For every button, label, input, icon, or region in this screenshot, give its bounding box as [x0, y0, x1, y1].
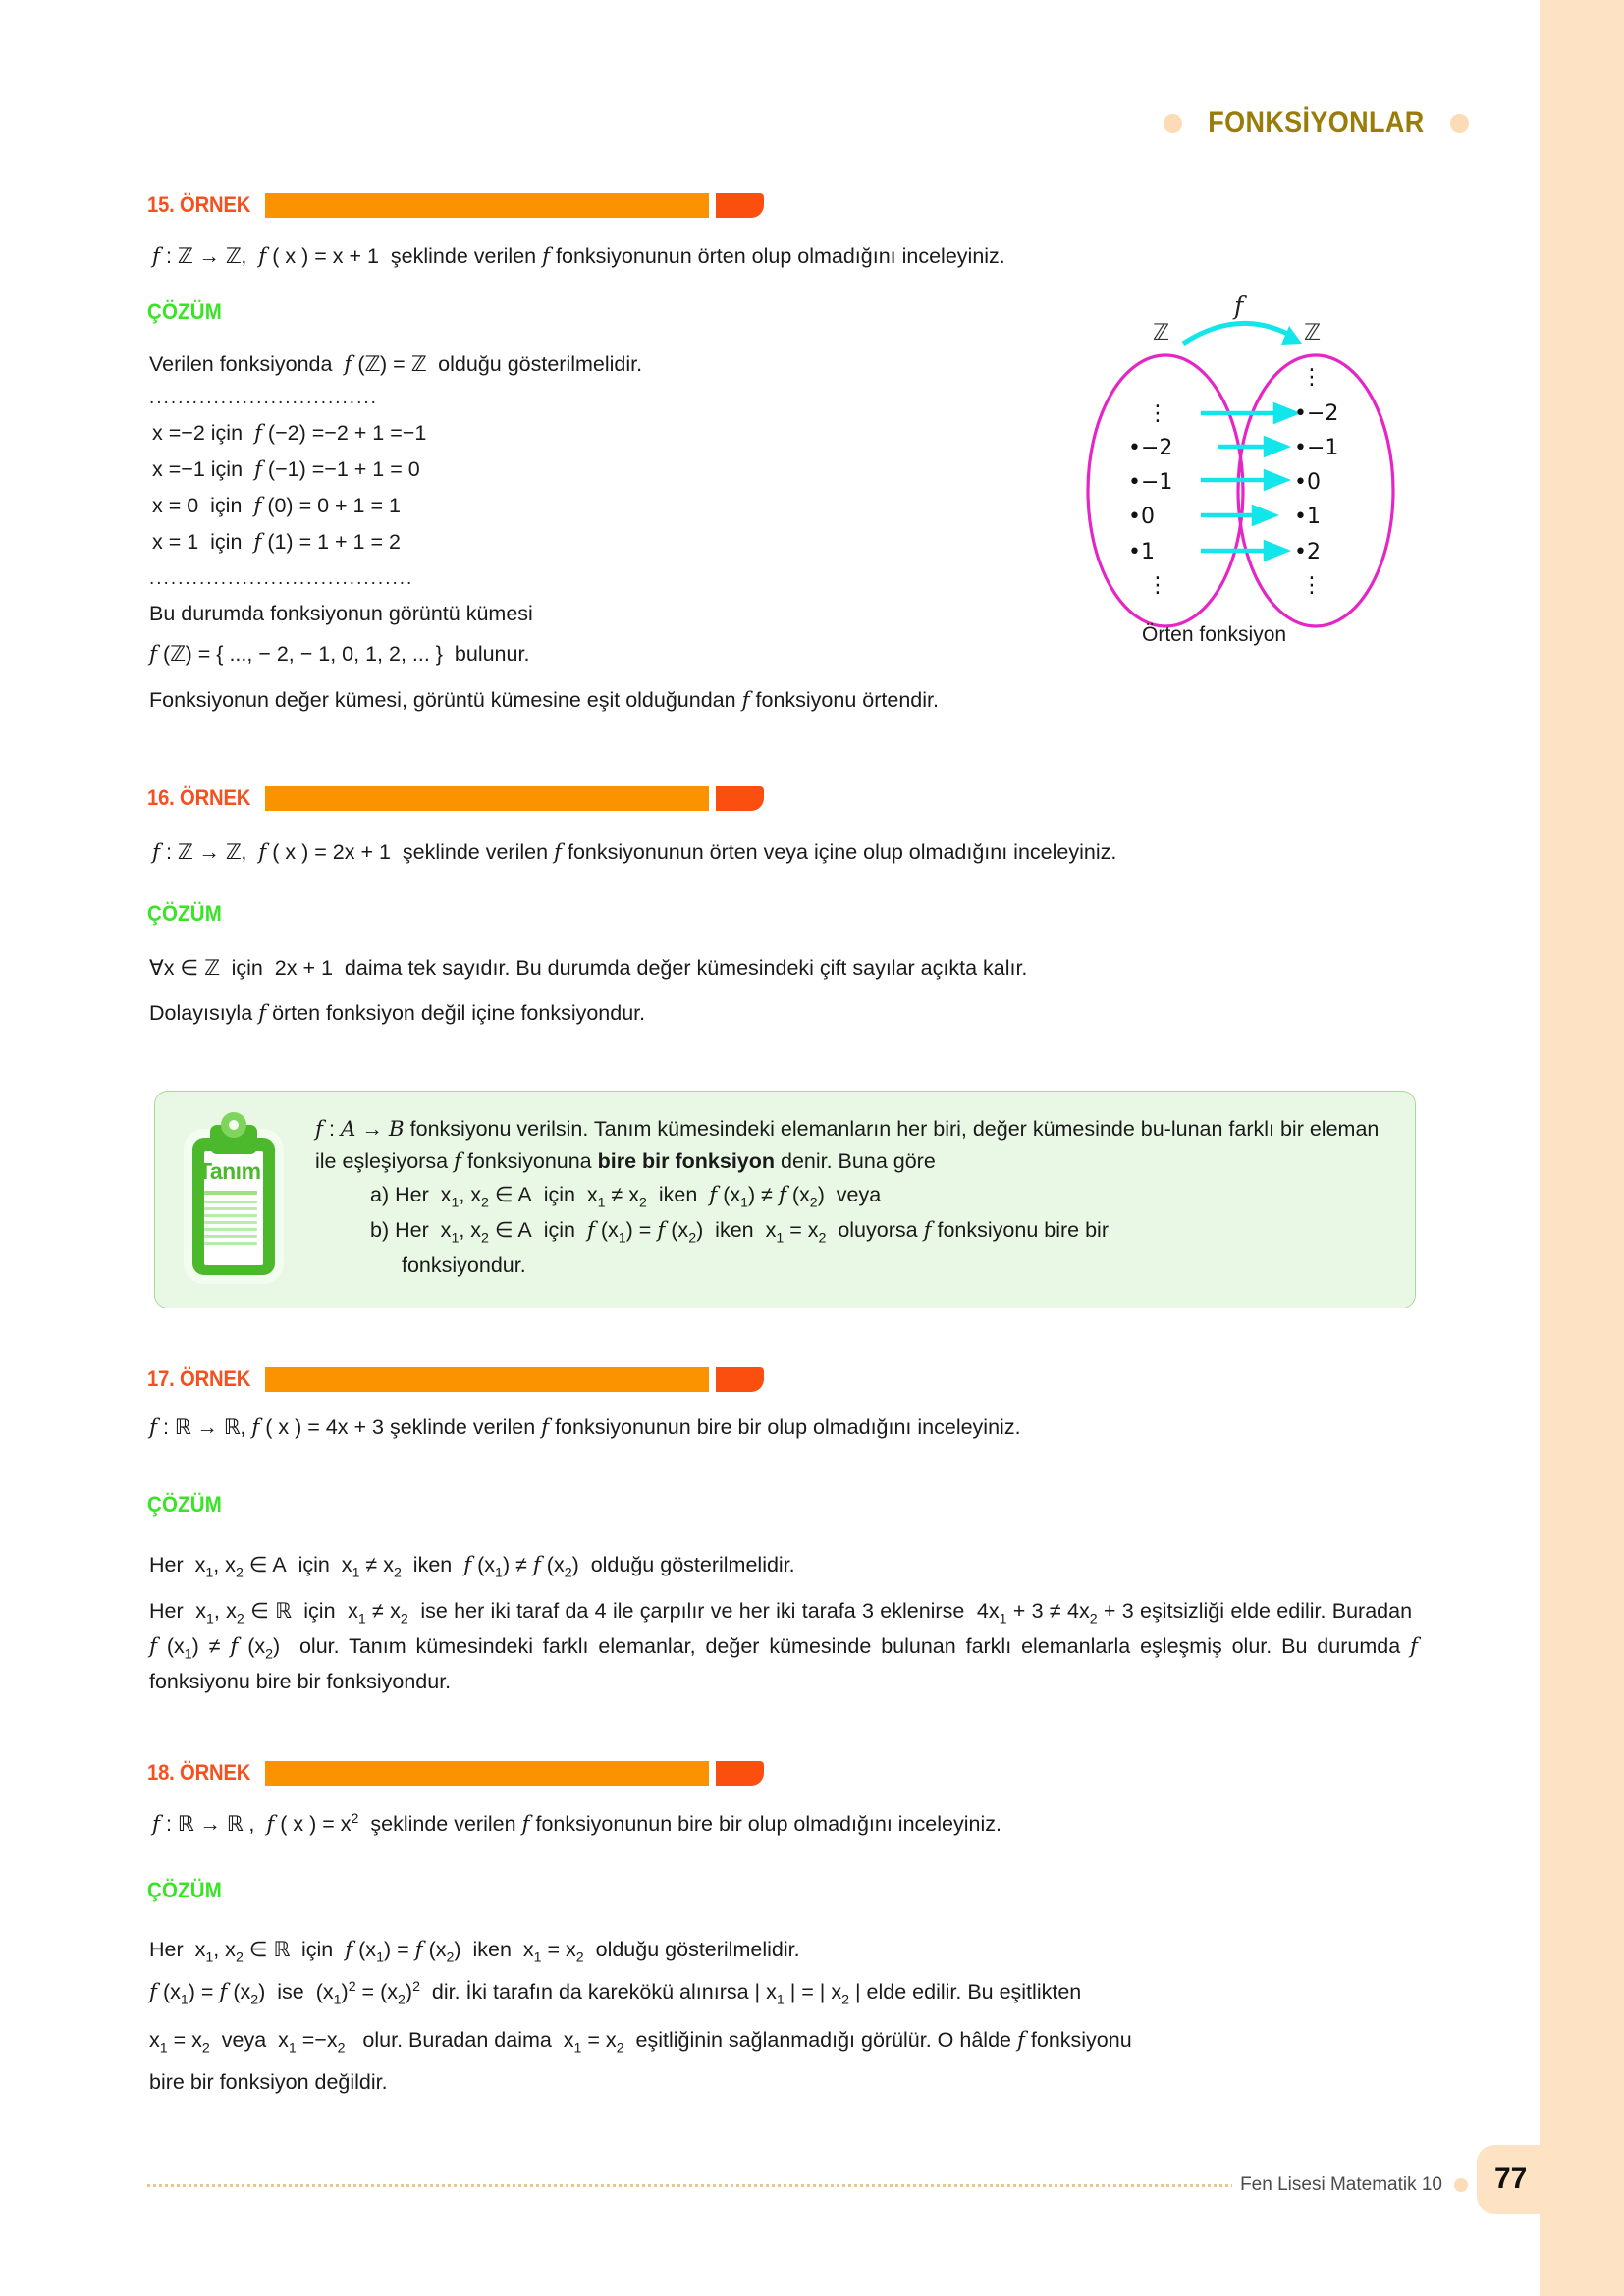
- svg-text:•−1: •−1: [1128, 470, 1173, 495]
- svg-text:ℤ: ℤ: [1304, 320, 1322, 346]
- svg-text:•2: •2: [1294, 540, 1321, 564]
- svg-text:•−2: •−2: [1294, 401, 1339, 426]
- example-banner-16: [147, 785, 764, 811]
- solution-label-16: ÇÖZÜM: [147, 901, 222, 926]
- svg-text:⋮: ⋮: [1147, 401, 1168, 426]
- solution15-line3: f (ℤ) = { ..., − 2, − 1, 0, 1, 2, ... } bulunur.: [149, 642, 530, 667]
- example-banner-15: [147, 192, 764, 218]
- solution15-dots-top: ................................: [149, 388, 378, 408]
- solution15-line4: Fonksiyonun değer kümesi, görüntü kümesine eşit olduğundan f fonksiyonu örtendir.: [149, 688, 939, 713]
- svg-text:•0: •0: [1294, 470, 1321, 495]
- definition-item-a: a) Her $x_1$, $x_2$ ∈ A için $x_1 \ne x_2$ iken f $(x_1) \ne f$ $(x_2)$ veya: [370, 1182, 882, 1210]
- solution15-step-3: x = 0 için f (0) = 0 + 1 = 1: [152, 494, 401, 518]
- example-number-18: 18. ÖRNEK: [147, 1760, 251, 1785]
- definition-text-block: [315, 1113, 1390, 1283]
- example-bar-15: [265, 193, 709, 218]
- solution15-step-2: x =−1 için f (−1) =−1 + 1 = 0: [152, 457, 420, 482]
- example-bar-16: [265, 786, 709, 811]
- solution15-line2: Bu durumda fonksiyonun görüntü kümesi: [149, 602, 533, 625]
- svg-text:⋮: ⋮: [1147, 573, 1168, 598]
- solution-label-15: ÇÖZÜM: [147, 299, 222, 324]
- svg-text:⋮: ⋮: [1301, 365, 1323, 390]
- example-number-15: 15. ÖRNEK: [147, 192, 251, 217]
- solution18-line1: Her $x_1$, $x_2$ ∈ ℝ için f $(x_1) = f$ $(x_2)$ iken $x_1 = x_2$ olduğu gösterilmelidir.: [149, 1938, 800, 1966]
- example-statement-16: f : ℤ → ℤ, f ( x ) = 2x + 1 şeklinde verilen f fonksiyonunun örten veya içine olup olmadığını inceleyiniz.: [152, 840, 1117, 865]
- solution18-line4: bire bir fonksiyon değildir.: [149, 2070, 388, 2094]
- solution16-line1: ∀x ∈ ℤ için 2x + 1 daima tek sayıdır. Bu durumda değer kümesindeki çift sayılar açıkta kalır.: [149, 956, 1028, 981]
- header-dot-left: [1164, 114, 1182, 133]
- page-footer: [147, 2174, 1468, 2196]
- svg-text:f: f: [1234, 292, 1244, 320]
- solution16-line2: Dolayısıyla f örten fonksiyon değil içine fonksiyondur.: [149, 1001, 646, 1026]
- solution17-paragraph: Her $x_1$, $x_2$ ∈ ℝ için $x_1 \ne x_2$ ise her iki taraf da 4 ile çarpılır ve her iki tarafa 3 eklenirse $4x_1 + 3 \ne 4x_2 + 3$ eşitsizliği elde edilir. Buradan f $(x_1) \ne f$ $(x_2)$ olur. Tanım kümesindeki farklı elemanlar, değer kümesinde bulunan farklı elemanlarla eşleşmiş olur. Bu durumda f fonksiyonu bire bir fonksiyondur.: [149, 1599, 1419, 1693]
- definition-box: [154, 1091, 1416, 1308]
- solution-label-17: ÇÖZÜM: [147, 1492, 222, 1517]
- example-number-16: 16. ÖRNEK: [147, 785, 251, 810]
- solution15-line1: Verilen fonksiyonda f (ℤ) = ℤ olduğu gösterilmelidir.: [149, 352, 643, 377]
- page-title: FONKSİYONLAR: [1208, 106, 1425, 138]
- example-bar-17: [265, 1367, 709, 1392]
- footer-dot: [1454, 2178, 1468, 2192]
- header-dot-right: [1450, 114, 1469, 133]
- example-bar-cap-18: [716, 1761, 764, 1786]
- page-header: [0, 106, 1469, 139]
- solution-label-18: ÇÖZÜM: [147, 1878, 222, 1902]
- footer-book-title: Fen Lisesi Matematik 10: [1240, 2174, 1442, 2195]
- clipboard-lines: [204, 1191, 257, 1249]
- tanim-clipboard-icon: [179, 1110, 289, 1289]
- svg-text:•−2: •−2: [1128, 436, 1173, 460]
- page-number: 77: [1477, 2145, 1575, 2214]
- clipboard-label: Tanım: [198, 1158, 261, 1184]
- example-bar-cap-16: [716, 786, 764, 811]
- svg-text:ℤ: ℤ: [1153, 320, 1170, 346]
- example-banner-17: [147, 1366, 764, 1392]
- definition-main-text: f : A → B fonksiyonu verilsin. Tanım kümesindeki elemanların her biri, değer kümesinde bu-lunan farklı bir eleman ile eşleşiyorsa f fonksiyonuna bire bir fonksiyon denir. Buna göre: [315, 1117, 1380, 1175]
- right-edge-strip: [1540, 0, 1624, 2296]
- clipboard-ring: [221, 1112, 246, 1138]
- definition-item-b-cont: fonksiyondur.: [402, 1254, 526, 1278]
- svg-text:•1: •1: [1294, 505, 1321, 529]
- solution15-step-4: x = 1 için f (1) = 1 + 1 = 2: [152, 530, 401, 555]
- example-bar-cap-17: [716, 1367, 764, 1392]
- example-bar-18: [265, 1761, 709, 1786]
- venn-caption: Örten fonksiyon: [1142, 623, 1287, 646]
- example-number-17: 17. ÖRNEK: [147, 1366, 251, 1391]
- example-statement-18: f : ℝ → ℝ , f ( x ) = $x^2$ şeklinde verilen f fonksiyonunun bire bir olup olmadığını inceleyiniz.: [152, 1810, 1001, 1837]
- example-banner-18: [147, 1760, 764, 1786]
- solution15-step-1: x =−2 için f (−2) =−2 + 1 =−1: [152, 421, 427, 446]
- definition-item-b: b) Her $x_1$, $x_2$ ∈ A için f $(x_1) = f$ $(x_2)$ iken $x_1 = x_2$ oluyorsa f fonksiyonu bire bir: [370, 1217, 1109, 1247]
- svg-text:•0: •0: [1128, 505, 1155, 529]
- svg-text:•−1: •−1: [1294, 436, 1339, 460]
- solution15-dots-bottom: .....................................: [149, 568, 414, 589]
- example-statement-15: f : ℤ → ℤ, f ( x ) = x + 1 şeklinde verilen f fonksiyonunun örten olup olmadığını inceleyiniz.: [152, 244, 1005, 269]
- svg-text:•1: •1: [1128, 540, 1155, 564]
- footer-dotted-line: [147, 2184, 1232, 2187]
- example-bar-cap-15: [716, 193, 764, 218]
- svg-text:⋮: ⋮: [1301, 573, 1323, 598]
- solution18-line3: $x_1 = x_2$ veya $x_1 =-x_2$ olur. Buradan daima $x_1 = x_2$ eşitliğinin sağlanmadığı görülür. O hâlde f fonksiyonu: [149, 2028, 1132, 2056]
- solution18-line2: f $(x_1) = f$ $(x_2)$ ise $(x_1)^2 = (x_2)^2$ dir. İki tarafın da karekökü alınırsa | $x_1$ | = | $x_2$ | elde edilir. Bu eşitlikten: [149, 1978, 1082, 2008]
- venn-diagram-orten-fonksiyon: [1063, 283, 1417, 661]
- solution17-line1: Her $x_1$, $x_2$ ∈ A için $x_1 \ne x_2$ iken f $(x_1) \ne f$ $(x_2)$ olduğu gösterilmelidir.: [149, 1553, 795, 1581]
- example-statement-17: f : ℝ → ℝ, f ( x ) = 4x + 3 şeklinde verilen f fonksiyonunun bire bir olup olmadığını inceleyiniz.: [149, 1415, 1021, 1440]
